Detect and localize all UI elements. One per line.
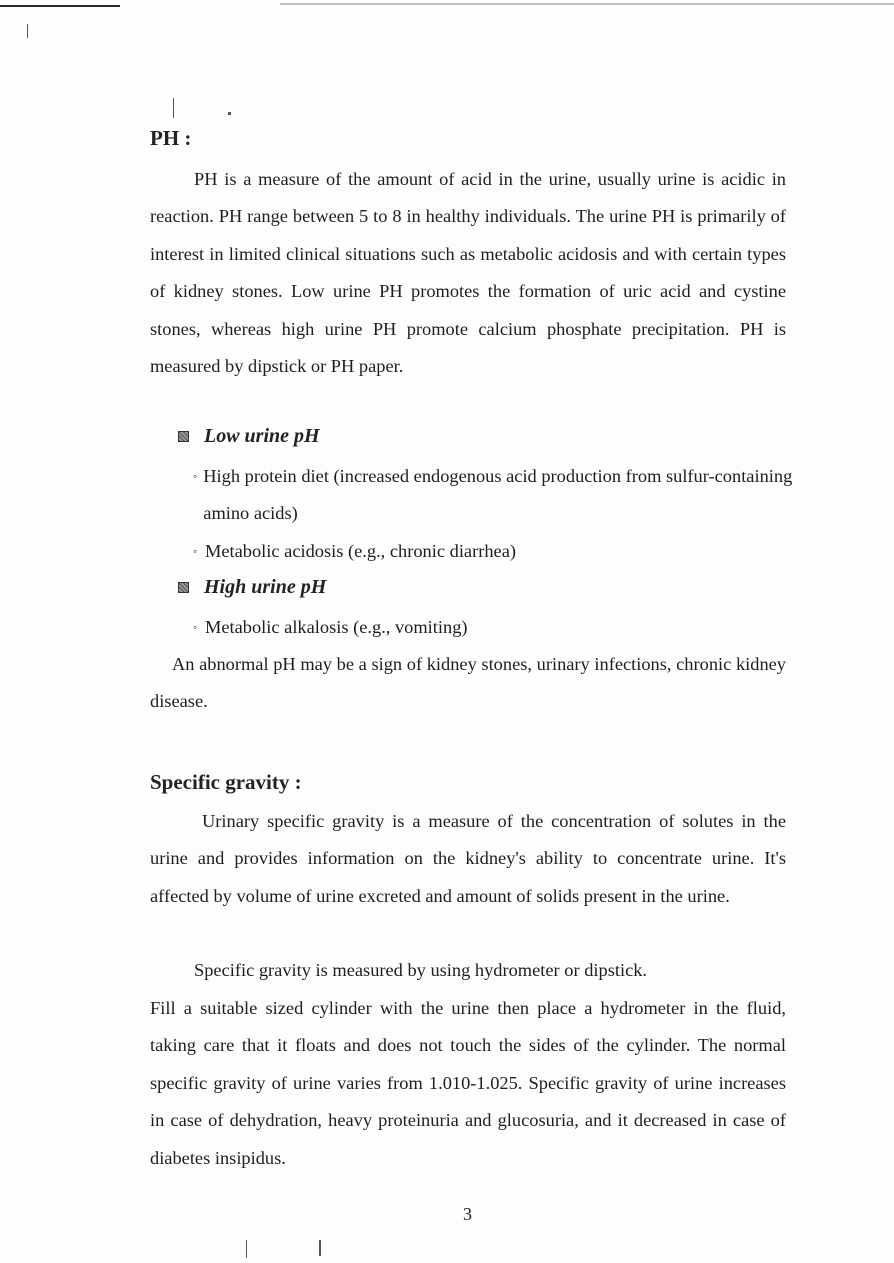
scan-speck <box>228 112 231 115</box>
low-urine-ph-label: Low urine pH <box>204 425 320 447</box>
list-item-text: Metabolic alkalosis (e.g., vomiting) <box>205 617 468 637</box>
circle-bullet-icon: ◦ <box>193 469 198 483</box>
page-number: 3 <box>463 1204 472 1224</box>
scan-speck <box>27 24 28 38</box>
specific-gravity-heading: Specific gravity : <box>150 770 302 794</box>
sg-paragraph-3: Fill a suitable sized cylinder with the urine then place a hydrometer in the fluid, taking care that it floats and does not touch the sides of the cylinder. The normal specific gravity of urine varies from 1.010-1.025. Specific gravity of urine increases in case of dehydration, heavy proteinuria and glucosuria, and it decreased in case of diabetes insipidus. <box>150 998 786 1168</box>
scan-speck <box>246 1240 247 1258</box>
list-item <box>193 458 793 533</box>
list-item <box>193 533 793 570</box>
ph-conclusion: An abnormal pH may be a sign of kidney stones, urinary infections, chronic kidney disease. <box>150 654 786 712</box>
list-item <box>193 609 793 646</box>
high-urine-ph-list <box>193 609 793 646</box>
list-item-text: Metabolic acidosis (e.g., chronic diarrhea) <box>205 540 516 561</box>
list-item-text: High protein diet (increased endogenous acid production from sulfur-containing amino acids) <box>203 466 793 524</box>
scan-speck <box>319 1240 321 1256</box>
scan-edge-line <box>280 3 894 5</box>
square-bullet-icon <box>178 582 189 593</box>
low-urine-ph-list <box>193 458 793 570</box>
circle-bullet-icon: ◦ <box>193 620 198 634</box>
sg-paragraph-1: Urinary specific gravity is a measure of the concentration of solutes in the urine and provides information on the kidney's ability to concentrate urine. It's affected by volume of urine excreted and amount of solids present in the urine. <box>150 811 786 906</box>
scan-edge-line <box>0 5 120 7</box>
high-urine-ph-heading <box>178 576 326 599</box>
high-urine-ph-label: High urine pH <box>204 576 327 598</box>
circle-bullet-icon: ◦ <box>193 543 198 558</box>
low-urine-ph-heading <box>178 425 320 448</box>
square-bullet-icon <box>178 431 189 442</box>
ph-heading: PH : <box>150 126 192 150</box>
sg-paragraph-2: Specific gravity is measured by using hydrometer or dipstick. <box>194 960 648 980</box>
scan-speck <box>173 98 174 118</box>
ph-paragraph: PH is a measure of the amount of acid in the urine, usually urine is acidic in reaction. PH range between 5 to 8 in healthy individuals. The urine PH is primarily of interest in limited clinical situations such as metabolic acidosis and with certain types of kidney stones. Low urine PH promotes the formation of uric acid and cystine stones, whereas high urine PH promote calcium phosphate precipitation. PH is measured by dipstick or PH paper. <box>150 169 786 377</box>
